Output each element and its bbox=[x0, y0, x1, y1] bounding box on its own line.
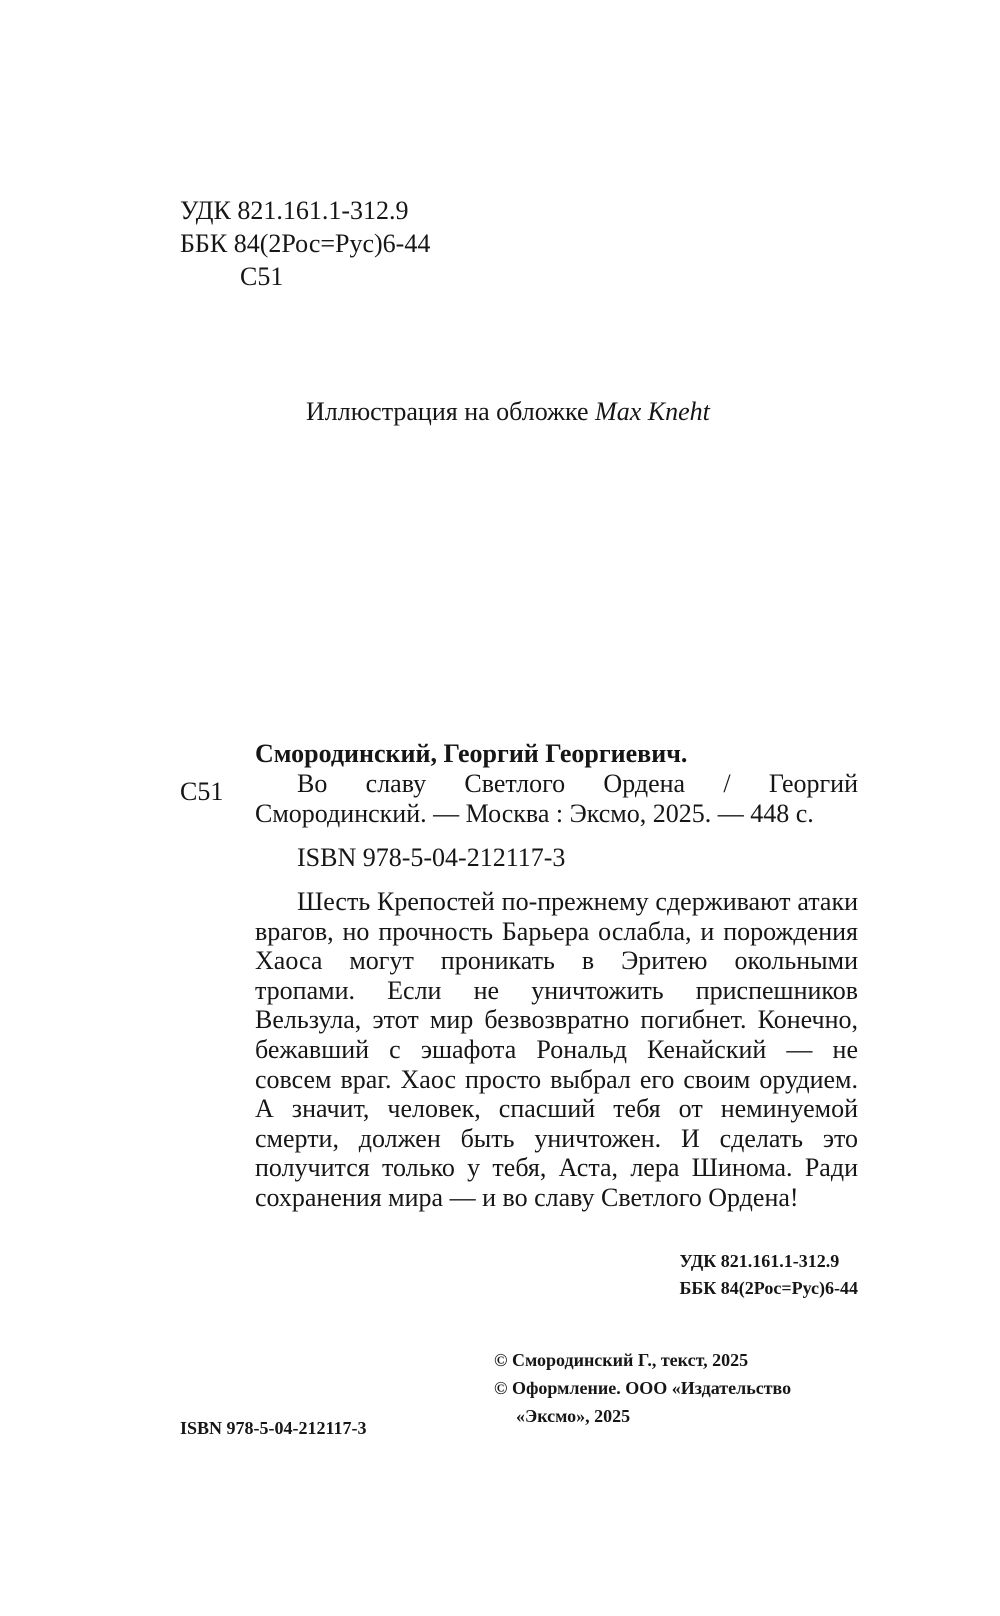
bottom-bbk: ББК 84(2Рос=Рус)6-44 bbox=[679, 1278, 858, 1298]
illustration-label: Иллюстрация на обложке bbox=[306, 397, 596, 426]
isbn-bottom: ISBN 978-5-04-212117-3 bbox=[180, 1418, 367, 1438]
copyright-block bbox=[494, 1346, 791, 1430]
copyright-text: © Смородинский Г., текст, 2025 bbox=[494, 1350, 749, 1370]
bottom-classification bbox=[679, 1248, 858, 1302]
bottom-udk: УДК 821.161.1-312.9 bbox=[679, 1251, 840, 1271]
card-author: Смородинский, Георгий Георгиевич. bbox=[255, 739, 688, 768]
illustration-artist: Max Kneht bbox=[595, 397, 710, 426]
classification-block bbox=[180, 194, 430, 293]
illustration-credit bbox=[306, 395, 710, 428]
card-bibliographic-description: Во славу Светлого Ордена / Георгий Смородинский. — Москва : Эксмо, 2025. — 448 с. bbox=[255, 769, 858, 828]
card-annotation: Шесть Крепостей по-прежнему сдерживают атаки врагов, но прочность Барьера ослабла, и порождения Хаоса могут проникать в Эритею окольными тропами. Если не уничтожить приспешников Вельзула, этот мир безвозвратно погибнет. Конечно, бежавший с эшафота Рональд Кенайский — не совсем враг. Хаос просто выбрал его своим орудием. А значит, человек, спасший тебя от неминуемой смерти, должен быть уничтожен. И сделать это получится только у тебя, Аста, лера Шинома. Ради сохранения мира — и во славу Светлого Ордена! bbox=[255, 887, 858, 1212]
udk-code: УДК 821.161.1-312.9 bbox=[180, 196, 409, 225]
card-isbn: ISBN 978-5-04-212117-3 bbox=[297, 843, 566, 872]
catalog-card-mark: С51 bbox=[180, 777, 224, 806]
author-mark: С51 bbox=[240, 262, 284, 291]
copyright-design: © Оформление. ООО «Издательство bbox=[494, 1378, 792, 1398]
bbk-code: ББК 84(2Рос=Рус)6-44 bbox=[180, 229, 431, 258]
copyright-design-cont: «Эксмо», 2025 bbox=[516, 1406, 631, 1426]
catalog-card bbox=[255, 739, 858, 1213]
